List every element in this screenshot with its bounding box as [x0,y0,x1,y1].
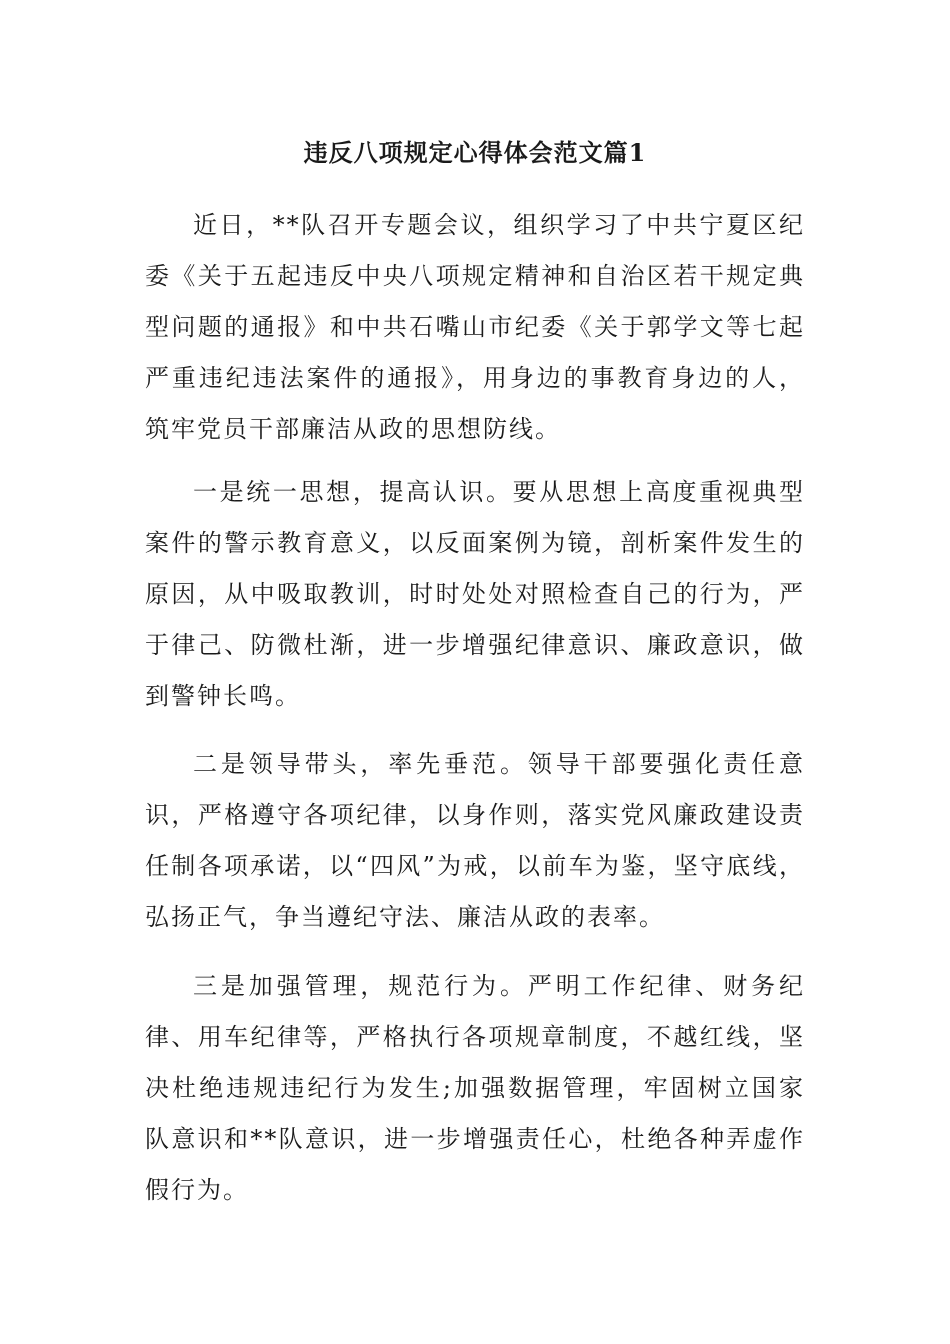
paragraph-point-three: 三是加强管理，规范行为。严明工作纪律、财务纪律、用车纪律等，严格执行各项规章制度，不越红线，坚决杜绝违规违纪行为发生;加强数据管理，牢固树立国家队意识和**队意识，进一步增强责任心，杜绝各种弄虚作假行为。 [145,972,805,1204]
paragraph-point-two: 二是领导带头，率先垂范。领导干部要强化责任意识，严格遵守各项纪律，以身作则，落实党风廉政建设责任制各项承诺，以“四风”为戒，以前车为鉴，坚守底线，弘扬正气，争当遵纪守法、廉洁从政的表率。 [145,750,805,931]
paragraph-intro: 近日，**队召开专题会议，组织学习了中共宁夏区纪委《关于五起违反中央八项规定精神和自治区若干规定典型问题的通报》和中共石嘴山市纪委《关于郭学文等七起严重违纪违法案件的通报》，用身边的事教育身边的人，筑牢党员干部廉洁从政的思想防线。 [145,211,805,443]
document-title: 违反八项规定心得体会范文篇1 [303,138,647,167]
paragraph-point-one: 一是统一思想，提高认识。要从思想上高度重视典型案件的警示教育意义，以反面案例为镜，剖析案件发生的原因，从中吸取教训，时时处处对照检查自己的行为，严于律己、防微杜渐，进一步增强纪律意识、廉政意识，做到警钟长鸣。 [145,478,805,710]
